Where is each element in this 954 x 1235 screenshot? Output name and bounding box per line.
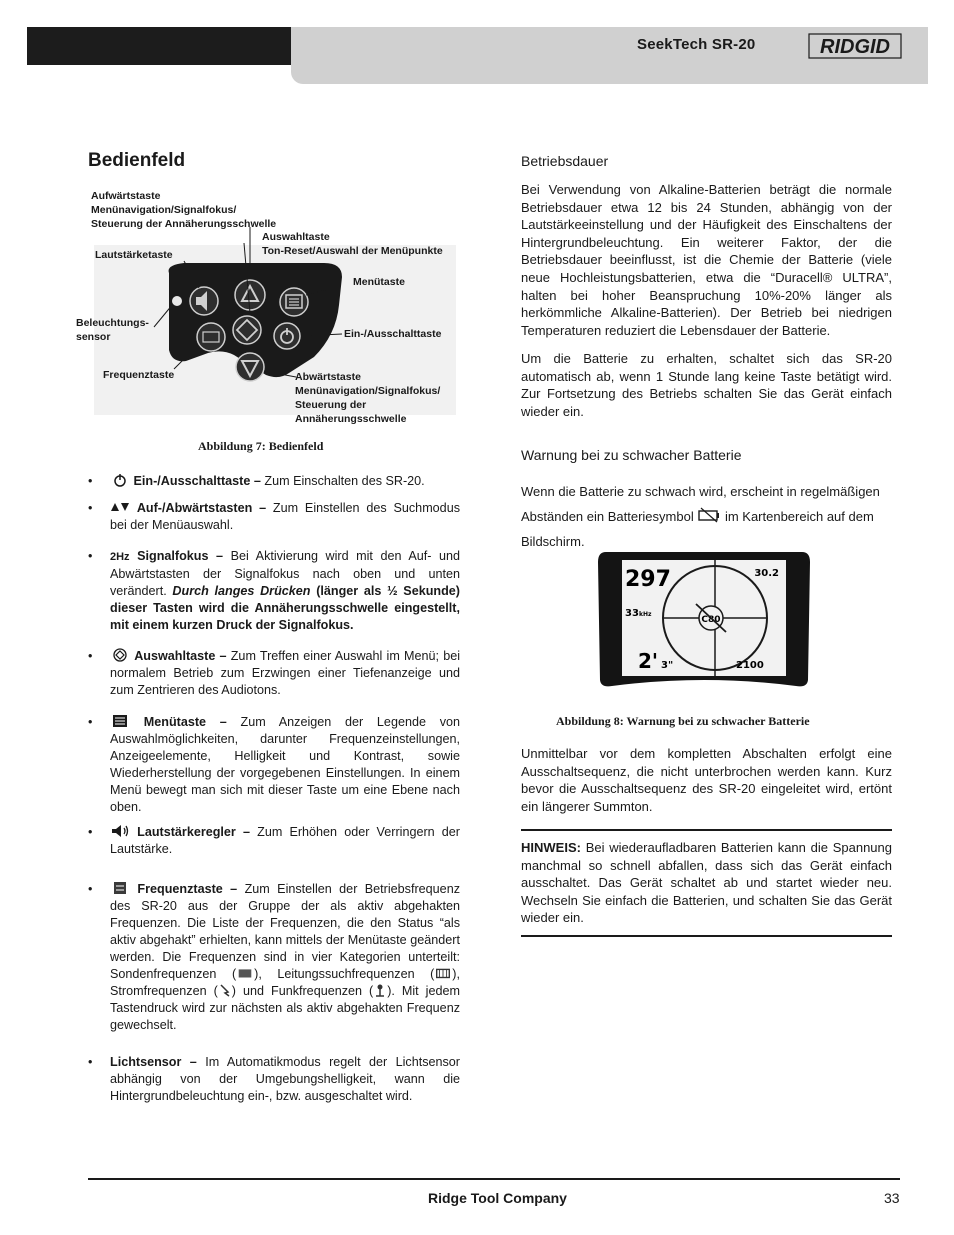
heading-operating-time: Betriebsdauer <box>521 153 609 169</box>
label-light-sensor: Beleuchtungs- sensor <box>76 317 149 343</box>
bullet-text: Zum Anzeigen der Legende von Auswahlmöglichkeiten, darunter Frequenzeinstellungen, Anzeigeelemente, Helligkeit und Kontrast, sowie Wiederherstellung der vorgegebenen Einstellungen. In einem Menü bewegt man sich mit dieser Taste um eine Ebene nach oben. <box>110 715 461 814</box>
bullet-text: ), Leitungssuchfrequenzen ( <box>254 967 435 981</box>
bullet-volume: • Lautstärkeregler – Zum Erhöhen oder Verringern der Lautstärke. <box>88 825 460 856</box>
heading-low-battery: Warnung bei zu schwacher Batterie <box>521 447 742 463</box>
bullet-text: ) und Funkfrequenzen ( <box>231 984 374 998</box>
note-text: Bei wiederaufladbaren Batterien kann die Spannung manchmal so schnell abfallen, dass sich das Gerät einfach ausschaltet. Das Gerät schaltet ab und startet wieder neu. Wechseln Sie einfach die Batterien, und schalten Sie das Gerät wieder ein. <box>521 840 892 926</box>
bullet-term: Signalfokus – <box>137 549 224 563</box>
screen-frequency-unit: kHz <box>639 611 652 618</box>
footer-company: Ridge Tool Company <box>428 1190 567 1206</box>
volume-icon <box>110 824 130 838</box>
line-trace-frequency-icon <box>434 966 452 980</box>
radio-frequency-icon <box>373 983 387 997</box>
note-paragraph <box>521 839 892 927</box>
power-frequency-icon <box>218 983 232 997</box>
label-volume-button: Lautstärketaste <box>95 249 173 261</box>
bullet-light-sensor: • Lichtsensor – Im Automatikmodus regelt der Lichtsensor abhängig von der Umgebungshelligkeit, wann die Hintergrundbeleuchtung ein-, bzw. ausgeschaltet wird. <box>88 1055 460 1103</box>
bullet-term: Frequenztaste – <box>137 882 238 896</box>
note-bottom-rule <box>521 935 892 937</box>
bullet-text: ), Stromfrequenzen ( <box>110 967 460 998</box>
label-up-button: Aufwärtstaste Menünavigation/Signalfokus/ Steuerung der Annäherungsschwelle <box>91 190 277 230</box>
figure7-caption: Abbildung 7: Bedienfeld <box>198 439 324 453</box>
label-select-button: Auswahltaste Ton-Reset/Auswahl der Menüpunkte <box>262 231 443 257</box>
power-icon <box>110 473 130 487</box>
label-menu-button: Menütaste <box>353 276 405 288</box>
signal-focus-icon: 2Hz <box>110 551 130 563</box>
paragraph-operating-time: Bei Verwendung von Alkaline-Batterien beträgt die normale Betriebsdauer etwa 12 bis 24 Stunden, abhängig von der Lautstärkeeinstellung und der Häufigkeit des Einschaltens der Hintergrundbeleuchtung. Ein weiterer Faktor, der die Betriebsdauer beeinflusst, ist die Chemie der Batterie (viele neue Hochleistungsbatterien, etwa die “Duracell® ULTRA”, halten bei hoher Beanspruchung 10%-20% länger als herkömmliche Alkaline-Batterien). Der Betrieb bei niedrigen Temperaturen reduziert die Lebensdauer der Batterie. <box>521 182 892 338</box>
bullet-term: Lautstärkeregler – <box>137 825 250 839</box>
up-down-arrows-icon <box>110 500 130 514</box>
section-title: Bedienfeld <box>88 150 186 171</box>
bullet-term: Auswahltaste – <box>134 649 227 663</box>
bullet-term: Lichtsensor – <box>110 1055 197 1069</box>
bullet-up-down: • Auf-/Abwärtstasten – Zum Einstellen des Suchmodus bei der Menüauswahl. <box>88 501 460 532</box>
label-down-button: Abwärtstaste Menünavigation/Signalfokus/ Steuerung der Annäherungsschwelle <box>295 371 441 425</box>
bullet-term: Ein-/Ausschalttaste – <box>133 474 261 488</box>
figure8-caption: Abbildung 8: Warnung bei zu schwacher Batterie <box>556 714 810 728</box>
bullet-text: Im Automatikmodus regelt der Lichtsensor abhängig von der Umgebungshelligkeit, wann die Hintergrundbeleuchtung ein-, bzw. ausgeschaltet wird. <box>110 1055 460 1103</box>
battery-icon <box>697 507 721 523</box>
low-battery-screen-figure <box>596 550 812 698</box>
paragraph-shutdown: Unmittelbar vor dem kompletten Abschalten erfolgt eine Ausschaltsequenz, die nicht unterbrochen werden kann. Kurz bevor die Ausschaltsequenz des SR-20 eingeleitet wird, ertönt ein längerer Summton. <box>521 746 892 814</box>
bullet-text: Zum Erhöhen oder Verringern der Lautstärke. <box>110 825 460 856</box>
paragraph-low-battery <box>521 479 892 554</box>
low-battery-text: im Kartenbereich auf dem Bildschirm. <box>521 509 874 549</box>
screen-frequency: 33 <box>625 608 639 619</box>
model-title: SeekTech SR-20 <box>637 36 756 53</box>
frequency-icon <box>110 881 130 895</box>
bullet-text: Zum Einstellen der Betriebsfrequenz des SR-20 aus der Gruppe der als aktiv abgehakten Frequenzen. Die Liste der Frequenzen, die den Status “als aktiv abgehakt” erhielten, kann mittels der Menütaste geändert werden. Die Frequenzen sind in vier Kategorien unterteilt: Sondenfrequenzen ( <box>110 882 460 981</box>
screen-bottom-left: 2' <box>638 649 659 673</box>
screen-top-right: 30.2 <box>754 568 779 579</box>
screen-bottom-left-sub: 3" <box>661 660 674 671</box>
page-number: 33 <box>884 1190 900 1206</box>
bullet-text: Zum Einschalten des SR-20. <box>260 474 425 488</box>
header-dark-bar <box>27 27 291 65</box>
bullet-power: • Ein-/Ausschalttaste – Zum Einschalten des SR-20. <box>88 474 425 488</box>
bullet-bold-tail: (länger als ½ Sekunde) dieser Tasten wird die Annäherungsschwelle eingestellt, mit einem kurzen Druck der Signalfokus. <box>110 584 460 632</box>
screen-depth: 297 <box>625 567 671 592</box>
screen-center-value: C80 <box>701 615 721 625</box>
logo-text: RIDGID <box>820 36 890 58</box>
control-panel-figure <box>74 185 472 435</box>
bullet-text: Bei Aktivierung wird mit den Auf- und Abwärtstasten der Signalfokus nach oben und unten verändert. <box>110 549 461 598</box>
sonde-frequency-icon <box>236 966 254 980</box>
bullet-frequency: • Frequenztaste – Zum Einstellen der Betriebsfrequenz des SR-20 aus der Gruppe der als aktiv abgehakten Frequenzen. Die Liste der Frequenzen, die den Status “als aktiv abgehakt” erhielten, kann mittels der Menütaste geändert werden. Die Frequenzen sind in vier Kategorien unterteilt: Sondenfrequenzen ( ), Leitungssuchfrequenzen ( ), Stromfrequenzen ( ) und Funkfrequenzen ( ). Mit jedem Tastendruck wird zur nächsten als aktiv abgehakten Frequenz gewechselt. <box>88 882 460 1032</box>
bullet-text: ). Mit jedem Tastendruck wird zur nächsten als aktiv abgehakten Frequenz gewechselt. <box>110 984 460 1032</box>
bullet-term: Menütaste – <box>143 715 227 729</box>
bullet-emphasis: Durch langes Drücken <box>172 584 311 598</box>
bullet-text: Zum Einstellen des Suchmodus bei der Menüauswahl. <box>110 501 460 532</box>
note-top-rule <box>521 829 892 831</box>
ridgid-logo <box>808 32 902 60</box>
note-term: HINWEIS: <box>521 840 581 855</box>
header-gray-strip <box>291 65 928 84</box>
label-power-button: Ein-/Ausschalttaste <box>344 328 442 340</box>
select-icon <box>110 648 130 662</box>
label-frequency-button: Frequenztaste <box>103 369 175 381</box>
bullet-term: Auf-/Abwärtstasten – <box>136 501 267 515</box>
bullet-signal-focus: • 2Hz Signalfokus – Bei Aktivierung wird mit den Auf- und Abwärtstasten der Signalfokus nach oben und unten verändert. Durch langes Drücken (länger als ½ Sekunde) dieser Tasten wird die Annäherungsschwelle eingestellt, mit einem kurzen Druck der Signalfokus. <box>88 549 461 632</box>
menu-icon <box>110 714 130 728</box>
footer-rule <box>88 1178 900 1180</box>
bullet-menu: • Menütaste – Zum Anzeigen der Legende von Auswahlmöglichkeiten, darunter Frequenzeinstellungen, Anzeigeelemente, Helligkeit und Kontrast, sowie Wiederherstellung der vorgegebenen Einstellungen. In einem Menü bewegt man sich mit dieser Taste um eine Ebene nach oben. <box>88 715 461 814</box>
paragraph-auto-off: Um die Batterie zu erhalten, schaltet sich das SR-20 automatisch ab, wenn 1 Stunde lang keine Taste betätigt wird. Zur Fortsetzung des Betriebs schalten Sie das Gerät einfach wieder ein. <box>521 351 892 419</box>
bullet-select: • Auswahltaste – Zum Treffen einer Auswahl im Menü; bei normalem Betrieb zum Erzwingen einer Tiefenanzeige und zum Zentrieren des Audiotons. <box>88 649 460 697</box>
screen-bottom-right: 2100 <box>736 660 764 671</box>
bullet-text: Zum Treffen einer Auswahl im Menü; bei normalem Betrieb zum Erzwingen einer Tiefenanzeige und zum Zentrieren des Audiotons. <box>110 649 460 697</box>
low-battery-text: Wenn die Batterie zu schwach wird, erscheint in regelmäßigen Abständen ein Batteriesymbol <box>521 484 880 524</box>
